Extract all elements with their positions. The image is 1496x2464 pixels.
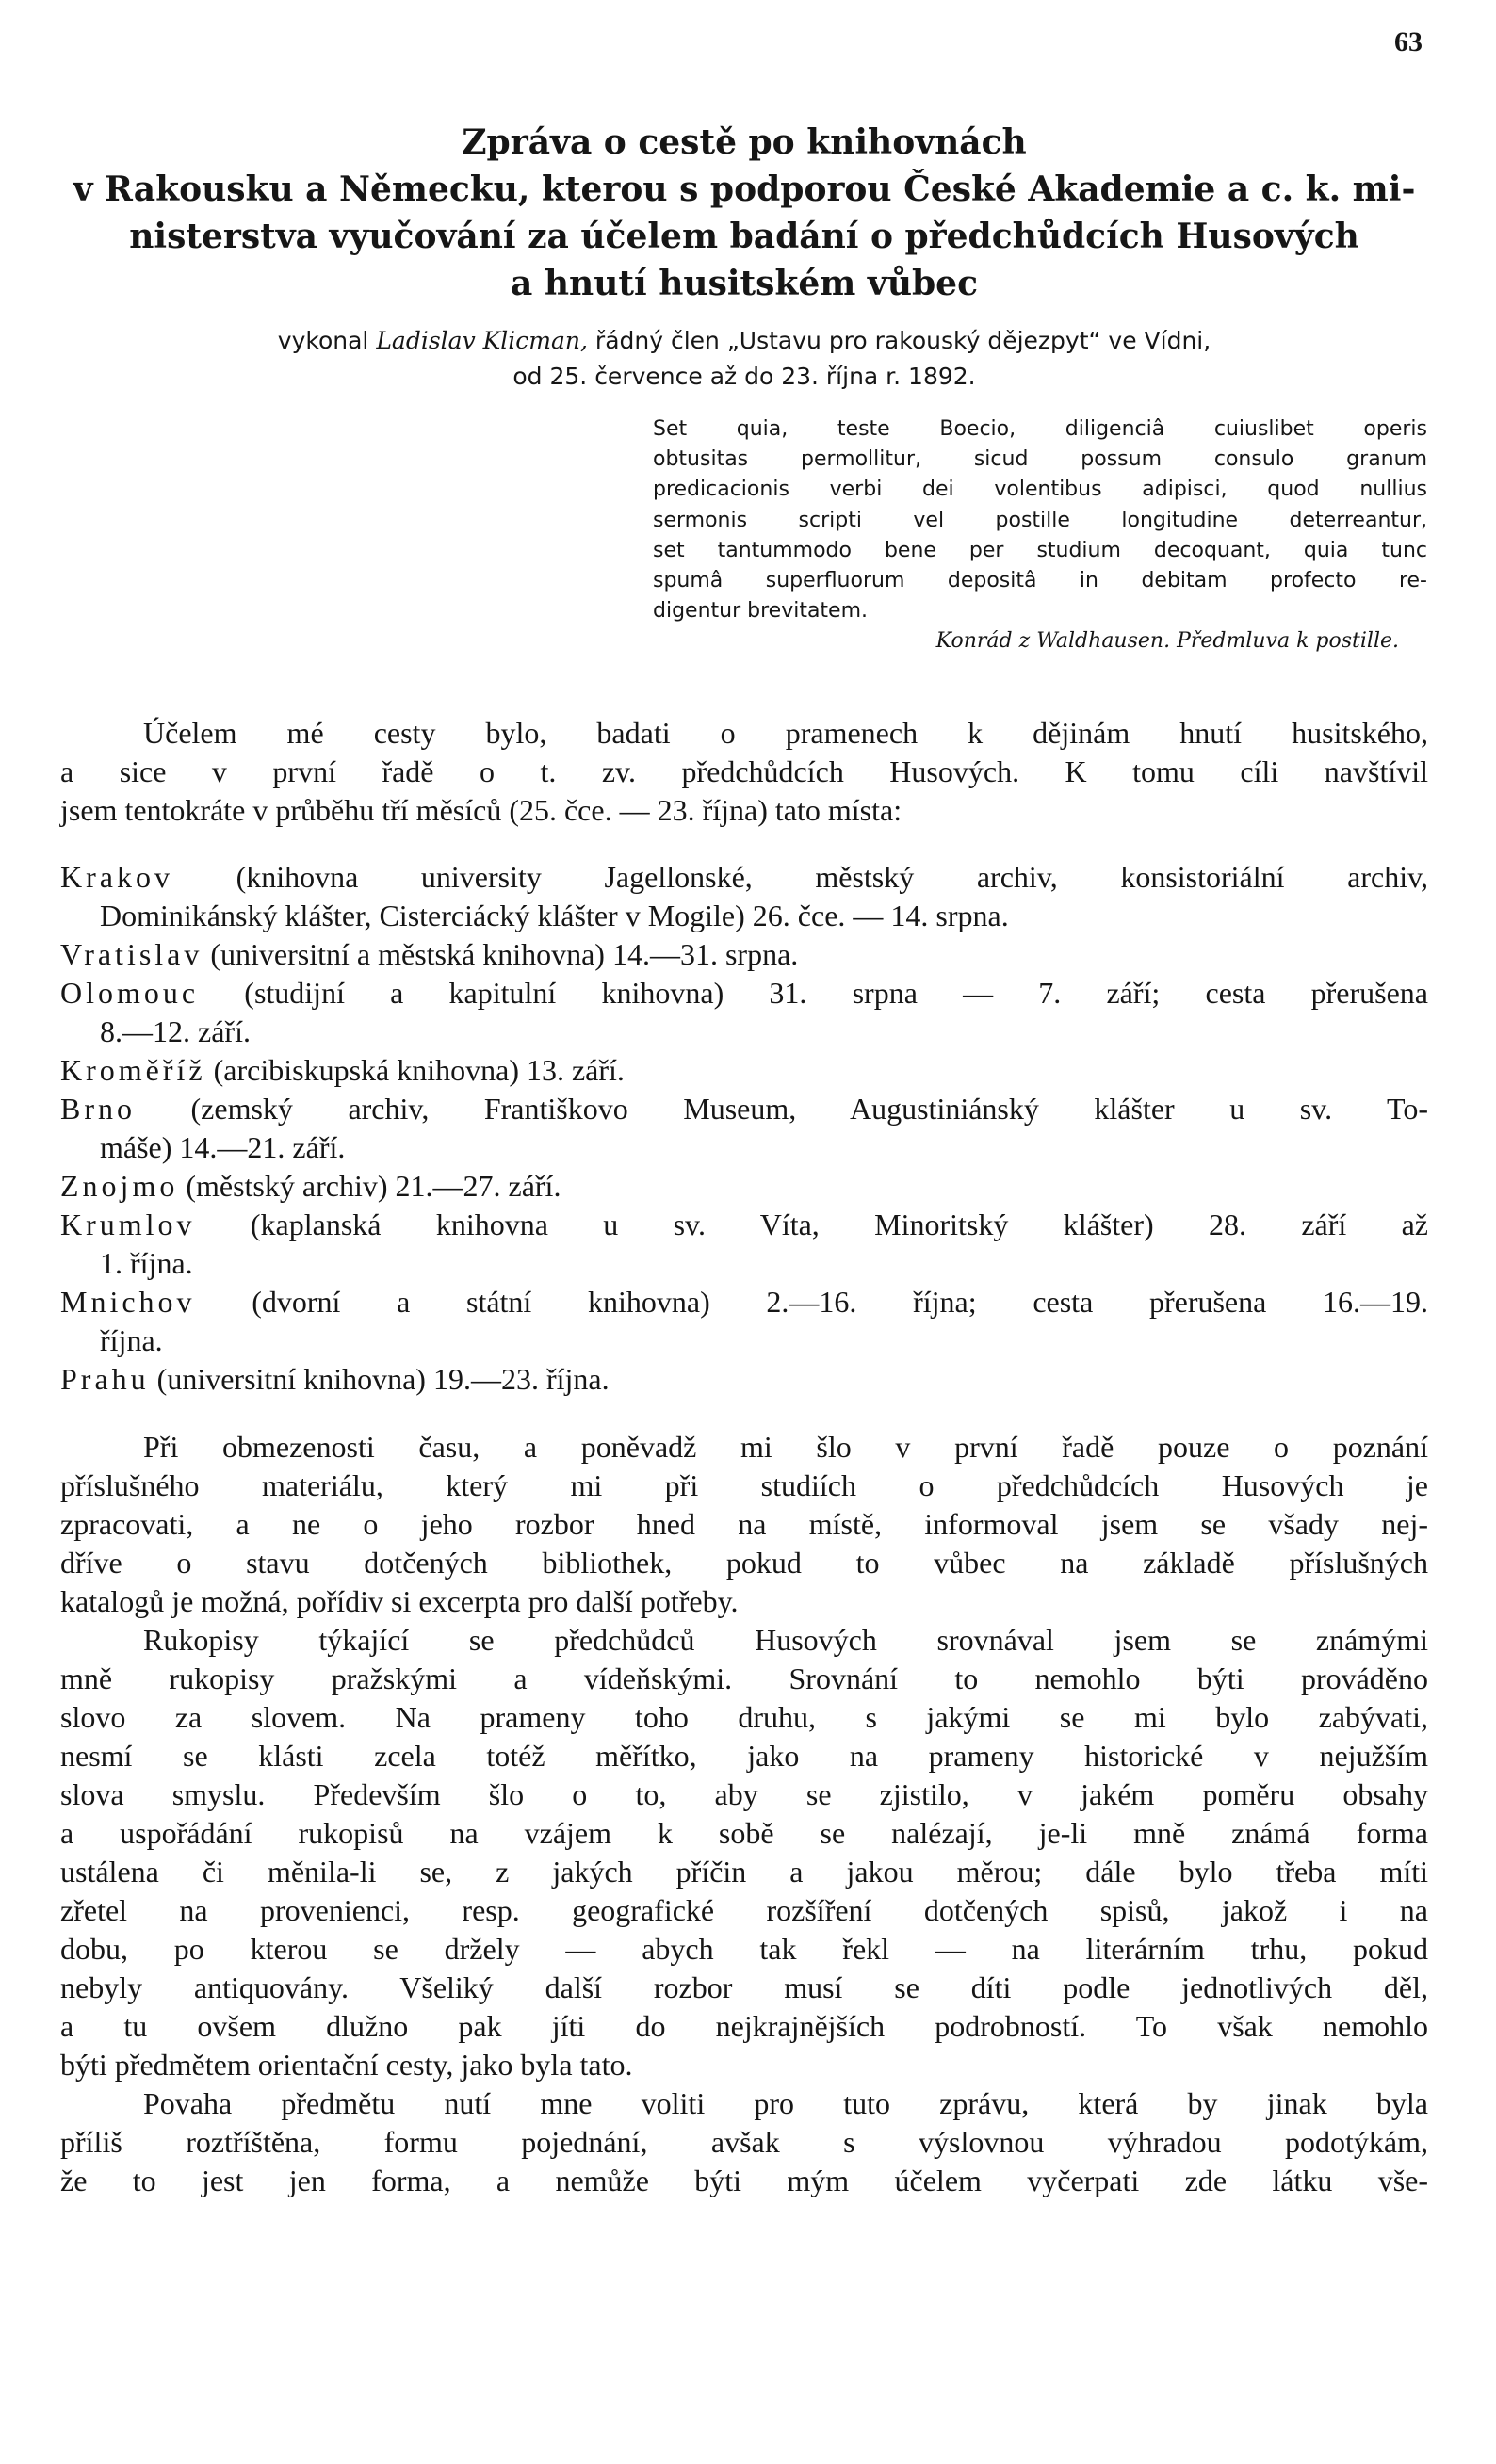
city-name: Vratislav: [60, 937, 203, 971]
byline-line-1: [60, 323, 1428, 359]
text-line: nesmí se klásti zcela totéž měřítko, jako na prameny historické v nejužším: [60, 1739, 1428, 1773]
body-paragraph: [60, 2084, 1428, 2200]
epigraph-line: predicacionis verbi dei volentibus adipisci, quod nullius: [653, 478, 1427, 502]
city-name: Brno: [60, 1092, 136, 1126]
text-line: Při obmezenosti času, a poněvadž mi šlo v první řadě pouze o poznání: [143, 1430, 1428, 1464]
text-line: býti předmětem orientační cesty, jako byla tato.: [60, 2048, 633, 2082]
text-line: Znojmo (městský archiv) 21.—27. září.: [60, 1169, 561, 1203]
text-line: zřetel na provenienci, resp. geografické rozšíření dotčených spisů, jakož i na: [60, 1893, 1428, 1927]
text-line: Krakov (knihovna university Jagellonské, městský archiv, konsistoriální archiv,: [60, 860, 1429, 894]
text-line: října.: [100, 1323, 163, 1357]
text-line: Rukopisy týkající se předchůdců Husových srovnával jsem se známými: [143, 1623, 1428, 1657]
text-line: dobu, po kterou se držely — abych tak řekl — na literárním trhu, pokud: [60, 1932, 1428, 1966]
text-line: 1. října.: [100, 1246, 193, 1280]
text-line: Krumlov (kaplanská knihovna u sv. Víta, Minoritský klášter) 28. září až: [60, 1208, 1429, 1241]
byline-prefix: vykonal: [277, 327, 377, 354]
city-name: Mnichov: [60, 1285, 196, 1319]
text-line: 8.—12. září.: [100, 1014, 251, 1048]
intro-paragraph: [60, 714, 1428, 830]
itinerary-item: [60, 1051, 1428, 1090]
title-line: v Rakousku a Německu, kterou s podporou České Akademie a c. k. mi-: [73, 170, 1416, 209]
text-line: slova smyslu. Především šlo o to, aby se zjistilo, v jakém poměru obsahy: [60, 1777, 1428, 1811]
text-line: Vratislav (universitní a městská knihovna) 14.—31. srpna.: [60, 937, 799, 971]
itinerary-item: [60, 1283, 1428, 1360]
itinerary-item: [60, 1090, 1428, 1167]
byline-line-2: od 25. července až do 23. října r. 1892.: [512, 363, 976, 390]
city-name: Krumlov: [60, 1208, 196, 1241]
text-line: příliš roztříštěna, formu pojednání, avšak s výslovnou výhradou podotýkám,: [60, 2125, 1428, 2159]
text-line: Mnichov (dvorní a státní knihovna) 2.—16. října; cesta přerušena 16.—19.: [60, 1285, 1429, 1319]
itinerary-item: [60, 974, 1428, 1051]
text-line: katalogů je možná, pořídiv si excerpta pro další potřeby.: [60, 1584, 739, 1618]
text-line: příslušného materiálu, který mi při studiích o předchůdcích Husových je: [60, 1468, 1428, 1502]
itinerary-item: [60, 858, 1428, 935]
title-line: Zpráva o cestě po knihovnách: [462, 122, 1027, 162]
text-line: Povaha předmětu nutí mne voliti pro tuto zprávu, která by jinak byla: [143, 2086, 1428, 2120]
text-line: a uspořádání rukopisů na vzájem k sobě se nalézají, je-li mně známá forma: [60, 1816, 1428, 1850]
article-title: [60, 119, 1428, 307]
epigraph-line: digentur brevitatem.: [653, 599, 869, 624]
itinerary-list: [60, 858, 1428, 1399]
page-number: 63: [1394, 26, 1423, 57]
itinerary-item: [60, 1167, 1428, 1206]
epigraph-line: sermonis scripti vel postille longitudine deterreantur,: [653, 508, 1427, 532]
byline-rest: řádný člen „Ustavu pro rakouský dějezpyt“ ve Vídni,: [587, 327, 1211, 354]
epigraph-line: spumâ superfluorum depositâ in debitam profecto re-: [653, 569, 1427, 593]
epigraph-line: Set quia, teste Boecio, diligenciâ cuiuslibet operis: [653, 417, 1427, 441]
text-line: Účelem mé cesty bylo, badati o pramenech k dějinám hnutí husitského,: [143, 716, 1428, 750]
text-line: dříve o stavu dotčených bibliothek, pokud to vůbec na základě příslušných: [60, 1546, 1428, 1580]
title-line: nisterstva vyučování za účelem badání o předchůdcích Husových: [129, 217, 1359, 256]
epigraph-line: obtusitas permollitur, sicud possum consulo granum: [653, 447, 1427, 472]
main-text: [60, 714, 1428, 2200]
epigraph: [653, 414, 1427, 657]
text-line: Prahu (universitní knihovna) 19.—23. října.: [60, 1362, 610, 1396]
text-line: Olomouc (studijní a kapitulní knihovna) 31. srpna — 7. září; cesta přerušena: [60, 976, 1429, 1010]
body-paragraph: [60, 1428, 1428, 1621]
itinerary-item: [60, 1360, 1428, 1399]
title-line: a hnutí husitském vůbec: [511, 264, 978, 303]
text-line: jsem tentokráte v průběhu tří měsíců (25. čce. — 23. října) tato místa:: [60, 793, 902, 827]
city-name: Prahu: [60, 1362, 150, 1396]
text-line: mně rukopisy pražskými a vídeňskými. Srovnání to nemohlo býti prováděno: [60, 1662, 1428, 1695]
epigraph-line: set tantummodo bene per studium decoquant, quia tunc: [653, 538, 1427, 562]
text-line: Kroměříž (arcibiskupská knihovna) 13. září.: [60, 1053, 625, 1087]
itinerary-item: [60, 1206, 1428, 1283]
itinerary-item: [60, 935, 1428, 974]
city-name: Olomouc: [60, 976, 200, 1010]
text-line: a sice v první řadě o t. zv. předchůdcích Husových. K tomu cíli navštívil: [60, 754, 1428, 788]
text-line: máše) 14.—21. září.: [100, 1130, 346, 1164]
city-name: Znojmo: [60, 1169, 179, 1203]
city-name: Kroměříž: [60, 1053, 206, 1087]
byline: [60, 323, 1428, 395]
text-line: Brno (zemský archiv, Františkovo Museum, Augustiniánský klášter u sv. To-: [60, 1092, 1428, 1126]
author-name: Ladislav Klicman,: [376, 327, 588, 354]
body-paragraph: [60, 1621, 1428, 2084]
text-line: nebyly antiquovány. Všeliký další rozbor musí se díti podle jednotlivých děl,: [60, 1970, 1428, 2004]
text-line: zpracovati, a ne o jeho rozbor hned na místě, informoval jsem se všady nej-: [60, 1507, 1428, 1541]
text-line: slovo za slovem. Na prameny toho druhu, s jakými se mi bylo zabývati,: [60, 1700, 1428, 1734]
text-line: a tu ovšem dlužno pak jíti do nejkrajnějších podrobností. To však nemohlo: [60, 2009, 1428, 2043]
text-line: že to jest jen forma, a nemůže býti mým účelem vyčerpati zde látku vše-: [60, 2164, 1428, 2197]
epigraph-source: Konrád z Waldhausen. Předmluva k postille.: [935, 629, 1399, 654]
city-name: Krakov: [60, 860, 173, 894]
text-line: ustálena či měnila-li se, z jakých příčin a jakou měrou; dále bylo třeba míti: [60, 1855, 1428, 1889]
text-line: Dominikánský klášter, Cisterciácký klášter v Mogile) 26. čce. — 14. srpna.: [100, 899, 1009, 932]
